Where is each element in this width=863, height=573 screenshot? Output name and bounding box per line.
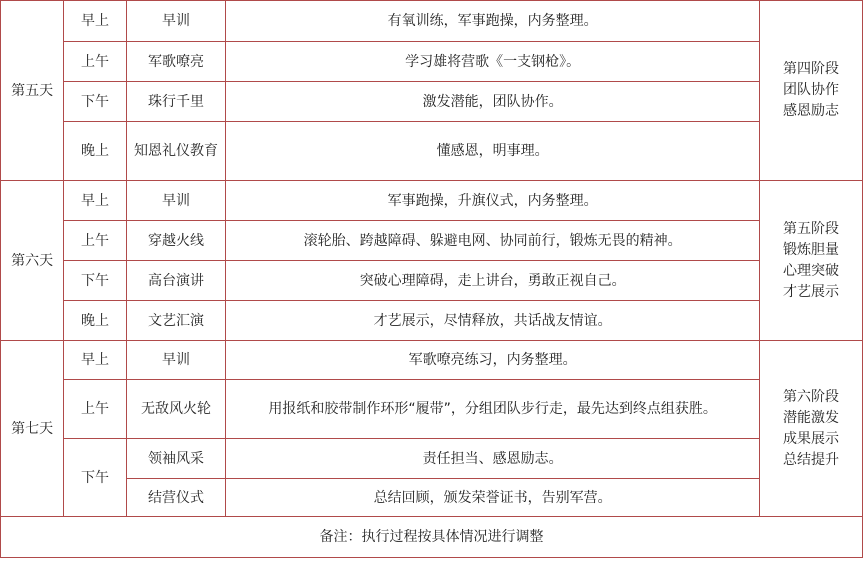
stage-line: 团队协作 [782, 82, 839, 98]
stage-line: 锻炼胆量 [782, 241, 839, 258]
topic-cell: 无敌风火轮 [126, 380, 226, 439]
table-row [1, 261, 863, 301]
content-cell: 总结回顾，颁发荣誉证书，告别军营。 [226, 479, 760, 517]
topic-cell: 早训 [126, 341, 226, 380]
stage-line: 第六阶段 [782, 388, 839, 405]
note-row [1, 517, 863, 558]
time-cell: 上午 [64, 221, 126, 261]
topic-cell: 高台演讲 [126, 261, 226, 301]
time-cell: 下午 [64, 261, 126, 301]
content-cell: 军事跑操，升旗仪式，内务整理。 [226, 181, 760, 221]
time-cell: 下午 [64, 82, 126, 122]
content-cell: 责任担当、感恩励志。 [226, 439, 760, 479]
table-row [1, 301, 863, 341]
table-row [1, 341, 863, 380]
time-cell: 早上 [64, 1, 126, 42]
stage-line: 第四阶段 [782, 61, 839, 77]
note-text: 备注：执行过程按具体情况进行调整 [1, 517, 863, 558]
content-cell: 学习雄将营歌《一支钢枪》。 [226, 42, 760, 82]
topic-cell: 知恩礼仪教育 [126, 122, 226, 181]
content-cell: 突破心理障碍，走上讲台，勇敢正视自己。 [226, 261, 760, 301]
stage-line: 总结提升 [782, 451, 839, 468]
stage-line: 才艺展示 [782, 283, 839, 300]
content-cell: 军歌嘹亮练习，内务整理。 [226, 341, 760, 380]
day-cell: 第五天 [1, 1, 64, 181]
content-cell: 懂感恩，明事理。 [226, 122, 760, 181]
stage-line: 潜能激发 [782, 409, 839, 426]
table-row [1, 122, 863, 181]
content-cell: 有氧训练，军事跑操，内务整理。 [226, 1, 760, 42]
day-cell: 第六天 [1, 181, 64, 341]
time-cell: 晚上 [64, 301, 126, 341]
time-cell: 早上 [64, 181, 126, 221]
table-row [1, 181, 863, 221]
topic-cell: 早训 [126, 1, 226, 42]
time-cell: 上午 [64, 380, 126, 439]
stage-line: 心理突破 [782, 262, 839, 279]
stage-cell [759, 181, 862, 341]
time-cell: 早上 [64, 341, 126, 380]
stage-line: 第五阶段 [782, 220, 839, 237]
stage-cell [759, 1, 862, 181]
stage-line: 成果展示 [782, 430, 839, 447]
table-row [1, 439, 863, 479]
time-cell: 晚上 [64, 122, 126, 181]
table-row [1, 380, 863, 439]
topic-cell: 结营仪式 [126, 479, 226, 517]
topic-cell: 领袖风采 [126, 439, 226, 479]
content-cell: 用报纸和胶带制作环形“履带”，分组团队步行走，最先达到终点组获胜。 [226, 380, 760, 439]
time-cell: 下午 [64, 439, 126, 517]
table-row [1, 1, 863, 42]
table-row [1, 479, 863, 517]
time-cell: 上午 [64, 42, 126, 82]
topic-cell: 文艺汇演 [126, 301, 226, 341]
table-row [1, 42, 863, 82]
topic-cell: 军歌嘹亮 [126, 42, 226, 82]
topic-cell: 珠行千里 [126, 82, 226, 122]
content-cell: 滚轮胎、跨越障碍、躲避电网、协同前行，锻炼无畏的精神。 [226, 221, 760, 261]
stage-line: 感恩励志 [782, 103, 839, 119]
table-row [1, 82, 863, 122]
day-cell: 第七天 [1, 341, 64, 517]
stage-cell [759, 341, 862, 517]
content-cell: 才艺展示，尽情释放，共话战友情谊。 [226, 301, 760, 341]
topic-cell: 穿越火线 [126, 221, 226, 261]
topic-cell: 早训 [126, 181, 226, 221]
content-cell: 激发潜能，团队协作。 [226, 82, 760, 122]
table-row [1, 221, 863, 261]
